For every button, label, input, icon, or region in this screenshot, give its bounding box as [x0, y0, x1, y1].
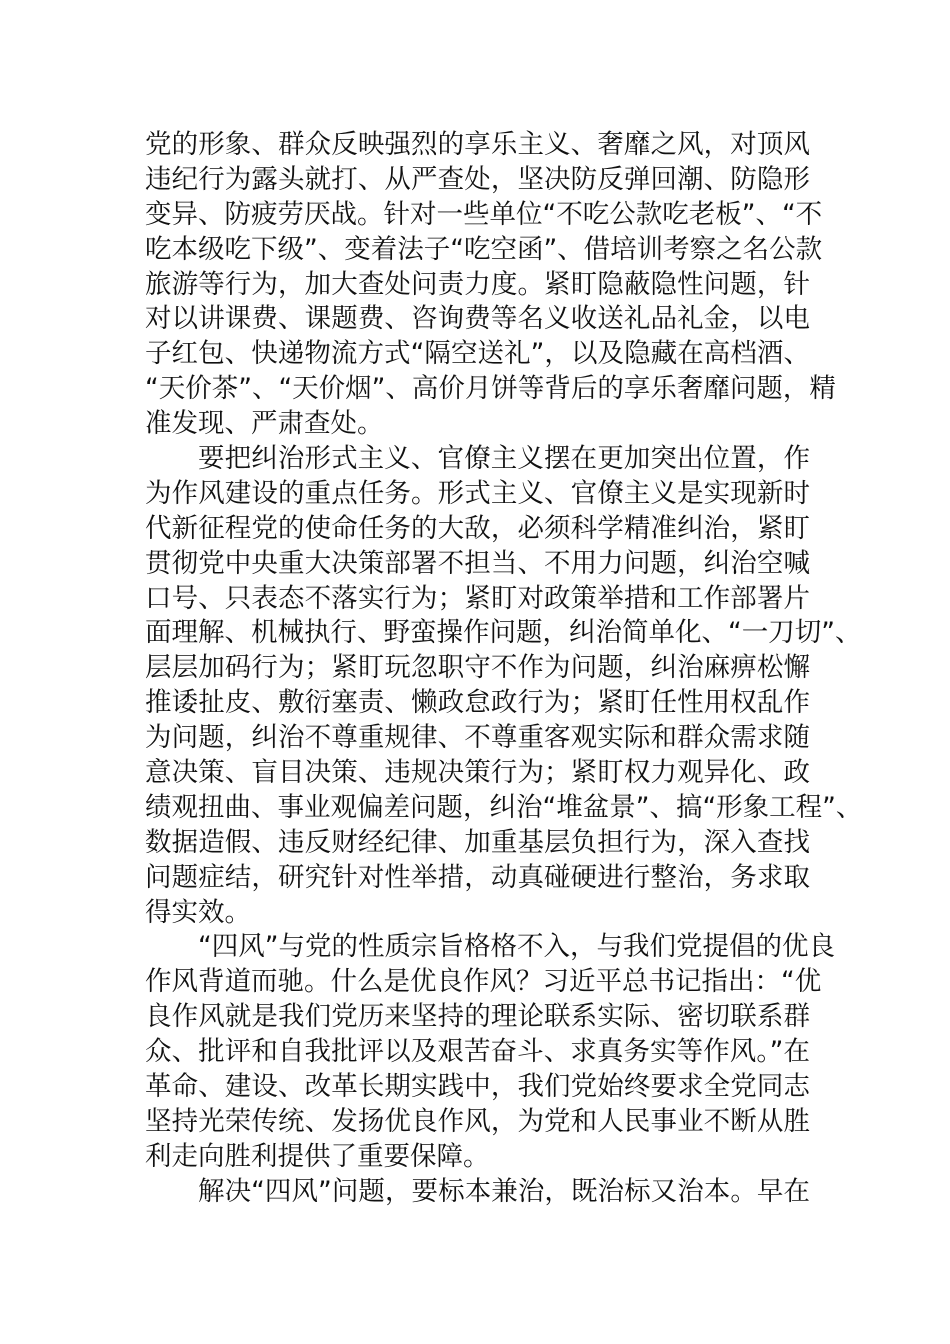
text-line: 代新征程党的使命任务的大敌，必须科学精准纠治，紧盯: [145, 512, 810, 544]
text-line: 面理解、机械执行、野蛮操作问题，纠治简单化、“一刀切”、: [145, 617, 862, 649]
text-line: 问题症结，研究针对性举措，动真碰硬进行整治，务求取: [145, 861, 810, 893]
text-line: 坚持光荣传统、发扬优良作风，为党和人民事业不断从胜: [145, 1105, 810, 1137]
document-body: [145, 128, 863, 1210]
text-line: 推诿扯皮、敷衍塞责、懒政怠政行为；紧盯任性用权乱作: [145, 687, 810, 719]
text-line: “四风”与党的性质宗旨格格不入，与我们党提倡的优良: [198, 931, 835, 963]
text-line: 要把纠治形式主义、官僚主义摆在更加突出位置，作: [198, 443, 810, 475]
text-line: 革命、建设、改革长期实践中，我们党始终要求全党同志: [145, 1071, 810, 1103]
paragraph-3: [145, 930, 835, 1174]
text-line: 意决策、盲目决策、违规决策行为；紧盯权力观异化、政: [145, 757, 810, 789]
paragraph-4: [145, 1175, 810, 1210]
text-line: 贯彻党中央重大决策部署不担当、不用力问题，纠治空喊: [145, 547, 810, 579]
text-line: 层层加码行为；紧盯玩忽职守不作为问题，纠治麻痹松懈: [145, 652, 810, 684]
text-line: “天价茶”、“天价烟”、高价月饼等背后的享乐奢靡问题，精: [145, 373, 836, 405]
text-line: 旅游等行为，加大查处问责力度。紧盯隐蔽隐性问题，针: [145, 268, 810, 300]
text-line: 党的形象、群众反映强烈的享乐主义、奢靡之风，对顶风: [145, 129, 810, 160]
text-line: 利走向胜利提供了重要保障。: [145, 1140, 490, 1172]
text-line: 众、批评和自我批评以及艰苦奋斗、求真务实等作风。”在: [145, 1036, 810, 1068]
text-line: 解决“四风”问题，要标本兼治，既治标又治本。早在: [198, 1175, 810, 1207]
paragraph-2: [145, 442, 863, 930]
text-line: 违纪行为露头就打、从严查处，坚决防反弹回潮、防隐形: [145, 163, 810, 195]
text-line: 口号、只表态不落实行为；紧盯对政策举措和工作部署片: [145, 582, 810, 614]
text-line: 数据造假、违反财经纪律、加重基层负担行为，深入查找: [145, 826, 810, 858]
text-line: 作风背道而驰。什么是优良作风？习近平总书记指出：“优: [145, 966, 822, 998]
text-line: 变异、防疲劳厌战。针对一些单位“不吃公款吃老板”、“不: [145, 198, 823, 230]
text-line: 得实效。: [145, 896, 251, 928]
text-line: 为作风建设的重点任务。形式主义、官僚主义是实现新时: [145, 477, 810, 509]
text-line: 子红包、快递物流方式“隔空送礼”，以及隐藏在高档酒、: [145, 338, 810, 370]
text-line: 绩观扭曲、事业观偏差问题，纠治“堆盆景”、搞“形象工程”、: [145, 791, 863, 823]
paragraph-1: [145, 128, 836, 442]
text-line: 为问题，纠治不尊重规律、不尊重客观实际和群众需求随: [145, 722, 810, 754]
text-line: 准发现、严肃查处。: [145, 408, 384, 440]
text-line: 对以讲课费、课题费、咨询费等名义收送礼品礼金，以电: [145, 303, 810, 335]
text-line: 良作风就是我们党历来坚持的理论联系实际、密切联系群: [145, 1001, 810, 1033]
text-line: 吃本级吃下级”、变着法子“吃空函”、借培训考察之名公款: [145, 233, 823, 265]
